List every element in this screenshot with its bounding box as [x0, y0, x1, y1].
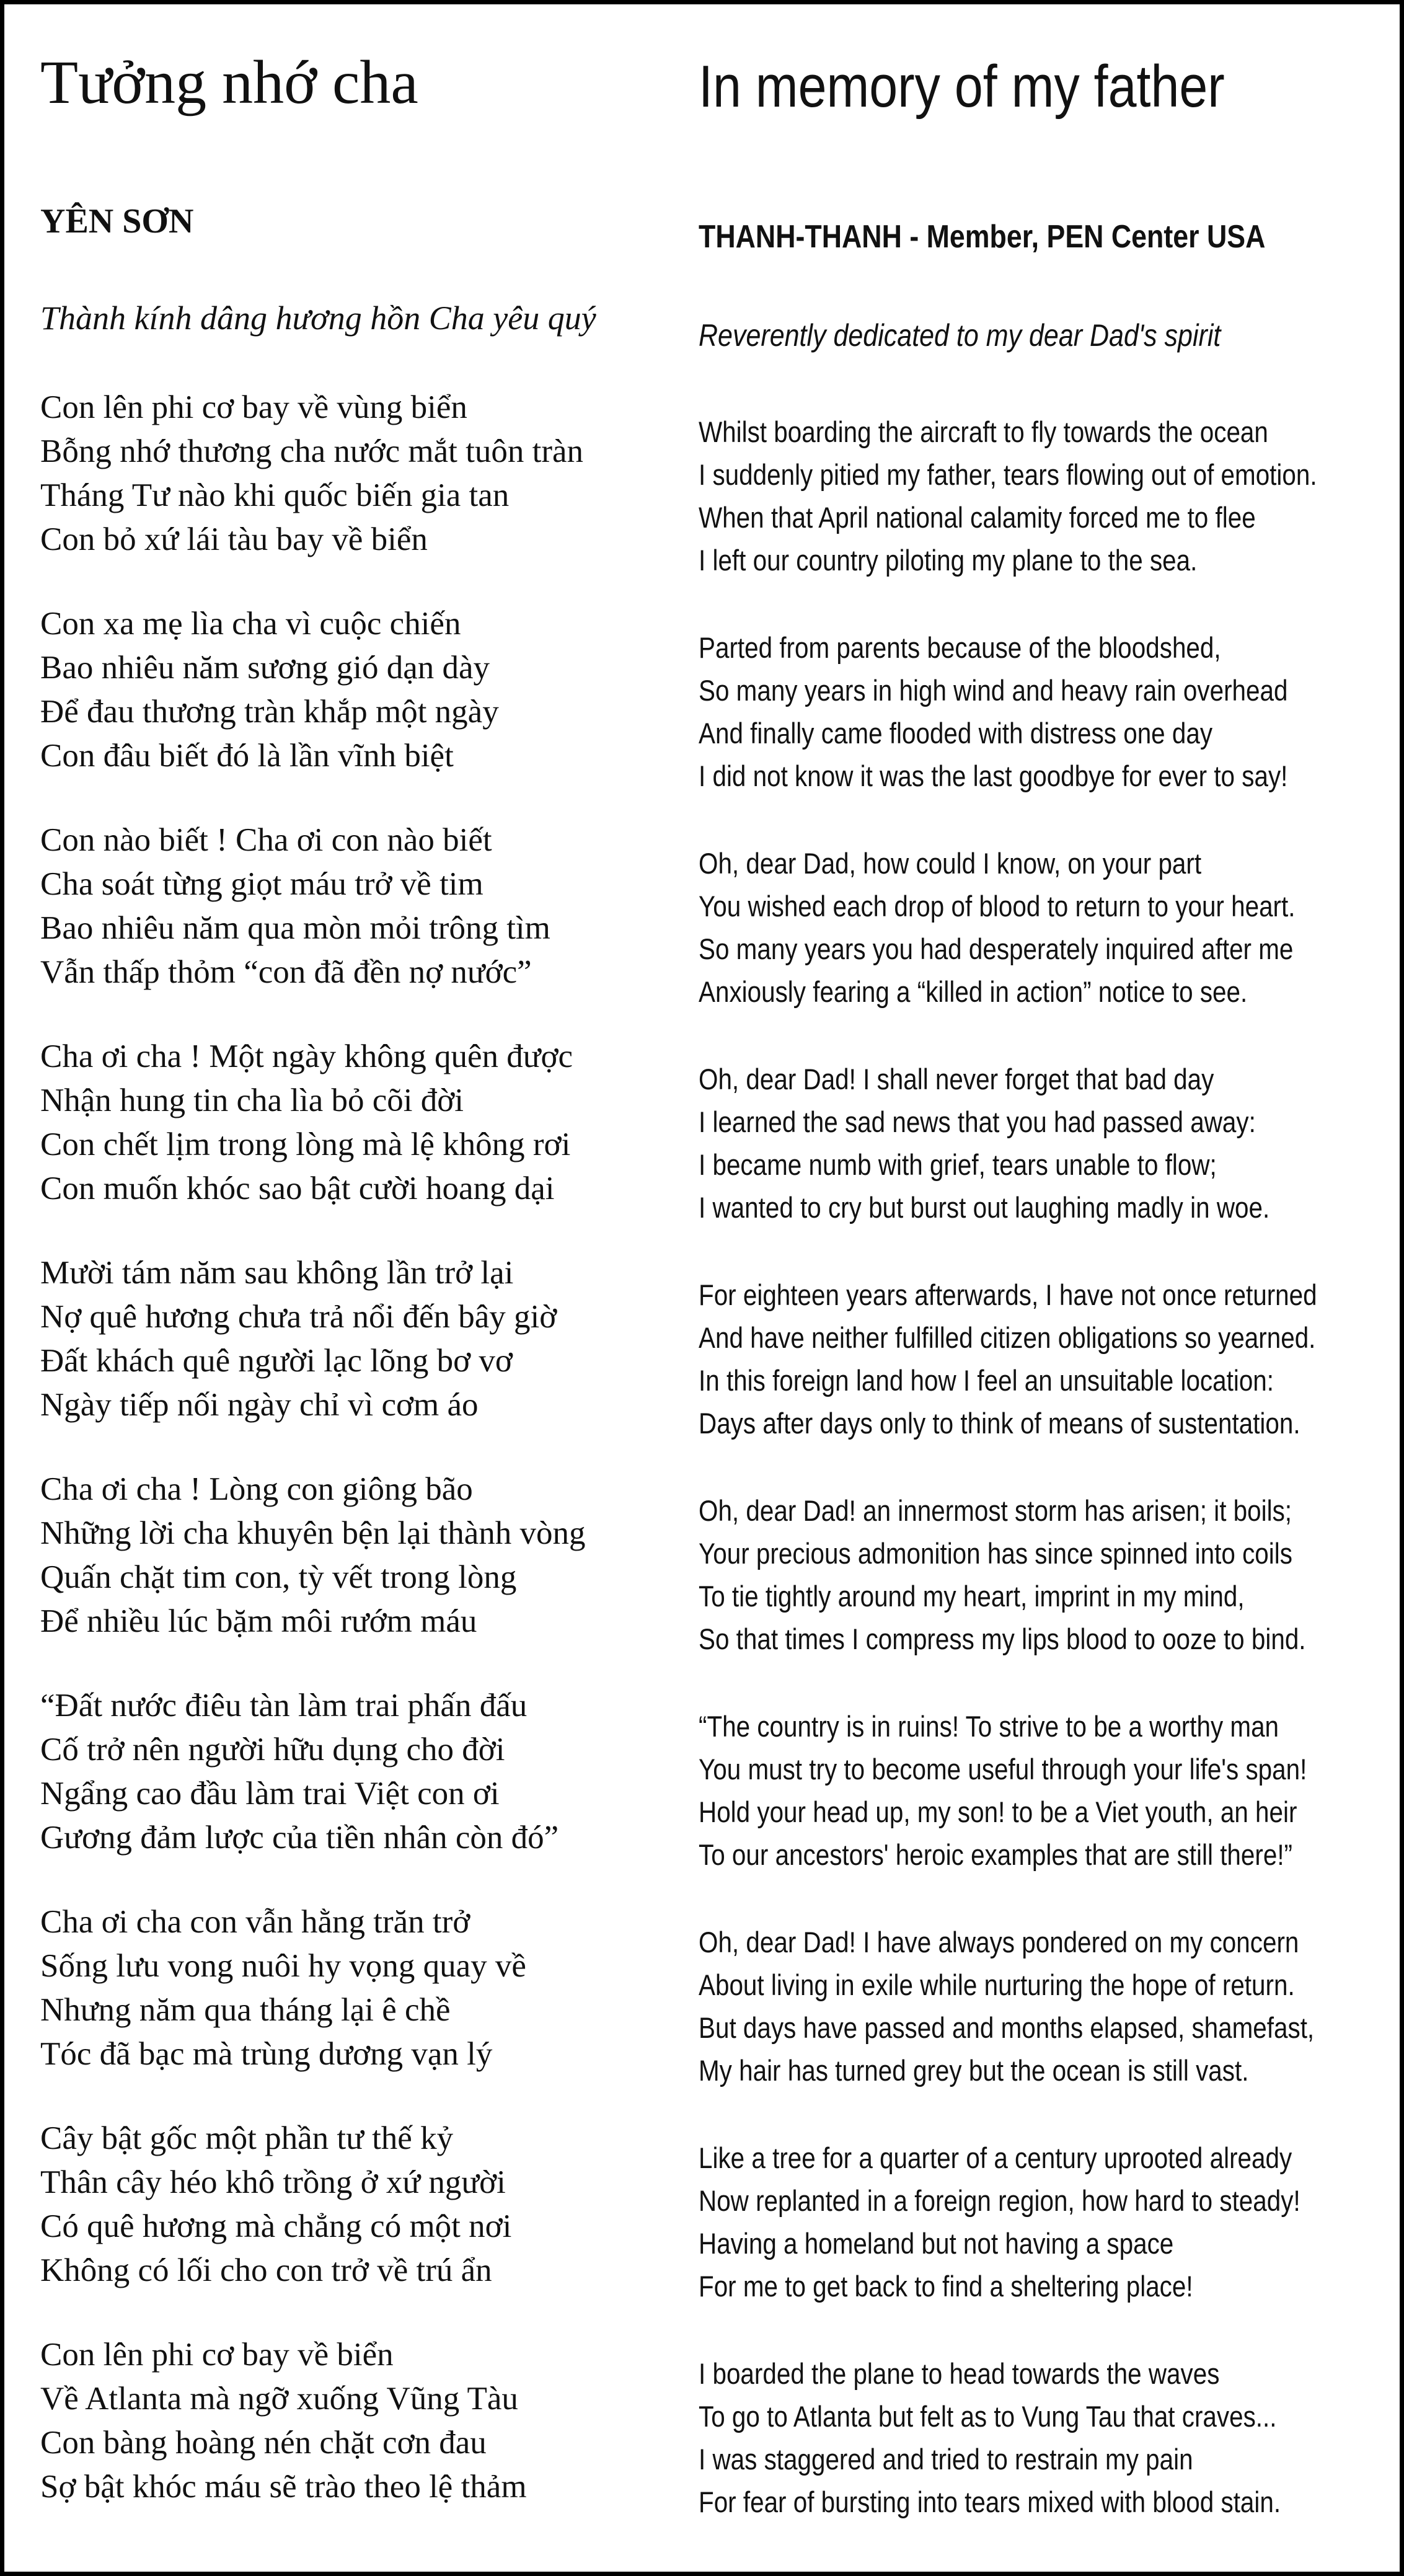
- poem-line: I left our country piloting my plane to the sea.: [699, 544, 1198, 577]
- stanza: [40, 2117, 648, 2293]
- poem-line: Mười tám năm sau không lần trở lại: [40, 1255, 514, 1291]
- poem-line: Con đâu biết đó là lần vĩnh biệt: [40, 738, 454, 774]
- english-title: In memory of my father: [699, 53, 1225, 120]
- poem-line: Oh, dear Dad, how could I know, on your part: [699, 847, 1202, 880]
- poem-line: When that April national calamity forced me to flee: [699, 501, 1256, 534]
- poem-line: For fear of bursting into tears mixed with blood stain.: [699, 2485, 1281, 2518]
- poem-line: Sống lưu vong nuôi hy vọng quay về: [40, 1948, 526, 1984]
- stanza: [40, 1467, 648, 1644]
- stanza: [699, 842, 1387, 1013]
- poem-line: “The country is in ruins! To strive to be a worthy man: [699, 1710, 1279, 1743]
- stanza: [699, 1705, 1387, 1876]
- poem-line: So that times I compress my lips blood to ooze to bind.: [699, 1622, 1306, 1655]
- poem-line: To our ancestors' heroic examples that are still there!”: [699, 1838, 1293, 1871]
- poem-line: I suddenly pitied my father, tears flowing out of emotion.: [699, 458, 1317, 491]
- poem-line: To go to Atlanta but felt as to Vung Tau that craves...: [699, 2400, 1277, 2433]
- vietnamese-stanzas: [40, 386, 648, 2509]
- poem-line: Oh, dear Dad! an innermost storm has arisen; it boils;: [699, 1494, 1292, 1527]
- poem-line: Bỗng nhớ thương cha nước mắt tuôn tràn: [40, 433, 584, 469]
- vietnamese-dedication: Thành kính dâng hương hồn Cha yêu quý: [40, 299, 596, 337]
- poem-line: Con bàng hoàng nén chặt cơn đau: [40, 2425, 487, 2461]
- poem-line: Thân cây héo khô trồng ở xứ người: [40, 2164, 506, 2200]
- poem-line: So many years you had desperately inquired after me: [699, 932, 1294, 965]
- stanza: [699, 2136, 1387, 2308]
- poem-line: But days have passed and months elapsed, shamefast,: [699, 2011, 1315, 2044]
- stanza: [40, 1251, 648, 1427]
- poem-line: Anxiously fearing a “killed in action” notice to see.: [699, 975, 1248, 1008]
- poem-line: Your precious admonition has since spinned into coils: [699, 1537, 1292, 1570]
- poem-line: Vẫn thấp thỏm “con đã đền nợ nước”: [40, 954, 532, 990]
- stanza: [40, 1035, 648, 1211]
- poem-line: Tháng Tư nào khi quốc biến gia tan: [40, 477, 510, 513]
- poem-line: Cố trở nên người hữu dụng cho đời: [40, 1732, 505, 1768]
- stanza: [699, 2352, 1387, 2523]
- poem-line: Về Atlanta mà ngỡ xuống Vũng Tàu: [40, 2381, 518, 2417]
- poem-line: Con lên phi cơ bay về vùng biển: [40, 389, 467, 425]
- vietnamese-author: YÊN SƠN: [40, 202, 194, 241]
- stanza: [40, 386, 648, 562]
- poem-line: I learned the sad news that you had passed away:: [699, 1105, 1256, 1138]
- english-author: THANH-THANH - Member, PEN Center USA: [699, 219, 1266, 255]
- poem-line: I boarded the plane to head towards the waves: [699, 2357, 1220, 2390]
- poem-line: Gương đảm lược của tiền nhân còn đó”: [40, 1820, 559, 1856]
- poem-line: Con xa mẹ lìa cha vì cuộc chiến: [40, 606, 461, 642]
- poem-line: You must try to become useful through your life's span!: [699, 1753, 1307, 1786]
- poem-line: Cha ơi cha ! Một ngày không quên được: [40, 1038, 573, 1074]
- poem-line: Những lời cha khuyên bện lại thành vòng: [40, 1515, 586, 1551]
- poem-line: Nhận hung tin cha lìa bỏ cõi đời: [40, 1082, 464, 1118]
- poem-line: And finally came flooded with distress one day: [699, 717, 1213, 750]
- poem-line: Để nhiều lúc bặm môi rướm máu: [40, 1603, 477, 1639]
- poem-line: “Đất nước điêu tàn làm trai phấn đấu: [40, 1688, 528, 1724]
- poem-line: Oh, dear Dad! I have always pondered on my concern: [699, 1926, 1299, 1959]
- poem-line: Nhưng năm qua tháng lại ê chề: [40, 1992, 451, 2028]
- poem-line: Cha ơi cha con vẫn hằng trăn trở: [40, 1904, 470, 1940]
- poem-line: For me to get back to find a sheltering place!: [699, 2270, 1193, 2303]
- poem-line: Bao nhiêu năm qua mòn mỏi trông tìm: [40, 910, 550, 946]
- poem-line: I did not know it was the last goodbye for ever to say!: [699, 759, 1288, 792]
- poem-line: Đất khách quê người lạc lõng bơ vơ: [40, 1343, 513, 1379]
- poem-line: Whilst boarding the aircraft to fly towards the ocean: [699, 415, 1268, 448]
- poem-line: Con muốn khóc sao bật cười hoang dại: [40, 1171, 555, 1206]
- stanza: [699, 1489, 1387, 1660]
- poem-line: Con nào biết ! Cha ơi con nào biết: [40, 822, 492, 858]
- poem-line: Con lên phi cơ bay về biển: [40, 2337, 394, 2373]
- stanza: [40, 2333, 648, 2509]
- poem-line: Oh, dear Dad! I shall never forget that bad day: [699, 1063, 1214, 1095]
- english-dedication: Reverently dedicated to my dear Dad's spirit: [699, 318, 1221, 353]
- poem-line: I was staggered and tried to restrain my pain: [699, 2443, 1193, 2476]
- poem-line: I became numb with grief, tears unable to flow;: [699, 1148, 1217, 1181]
- stanza: [699, 626, 1387, 797]
- stanza: [699, 410, 1387, 582]
- poem-line: Bao nhiêu năm sương gió dạn dày: [40, 650, 490, 686]
- stanza: [40, 818, 648, 994]
- poem-line: Cha ơi cha ! Lòng con giông bão: [40, 1471, 473, 1507]
- poem-line: Để đau thương tràn khắp một ngày: [40, 694, 499, 730]
- vietnamese-title: Tưởng nhớ cha: [40, 48, 418, 117]
- poem-line: I wanted to cry but burst out laughing madly in woe.: [699, 1191, 1270, 1224]
- poem-line: Hold your head up, my son! to be a Viet youth, an heir: [699, 1795, 1297, 1828]
- poem-line: Having a homeland but not having a space: [699, 2227, 1174, 2260]
- poem-line: To tie tightly around my heart, imprint in my mind,: [699, 1580, 1245, 1613]
- poem-line: And have neither fulfilled citizen obligations so yearned.: [699, 1321, 1316, 1354]
- poem-line: Không có lối cho con trở về trú ẩn: [40, 2252, 492, 2288]
- poem-line: My hair has turned grey but the ocean is still vast.: [699, 2054, 1249, 2087]
- poem-line: Nợ quê hương chưa trả nổi đến bây giờ: [40, 1299, 557, 1335]
- poem-line: For eighteen years afterwards, I have not once returned: [699, 1278, 1317, 1311]
- poem-line: Days after days only to think of means of sustentation.: [699, 1407, 1300, 1440]
- poem-line: Có quê hương mà chẳng có một nơi: [40, 2208, 512, 2244]
- poem-line: Now replanted in a foreign region, how hard to steady!: [699, 2184, 1300, 2217]
- stanza: [699, 1273, 1387, 1445]
- poem-line: In this foreign land how I feel an unsuitable location:: [699, 1364, 1274, 1397]
- poem-line: Quấn chặt tim con, tỳ vết trong lòng: [40, 1559, 517, 1595]
- poem-line: Con chết lịm trong lòng mà lệ không rơi: [40, 1126, 571, 1162]
- poem-line: Parted from parents because of the bloodshed,: [699, 631, 1221, 664]
- poem-line: Cây bật gốc một phần tư thế kỷ: [40, 2120, 454, 2156]
- poem-line: Ngày tiếp nối ngày chỉ vì cơm áo: [40, 1387, 479, 1423]
- stanza: [699, 1921, 1387, 2092]
- poem-line: Con bỏ xứ lái tàu bay về biển: [40, 521, 428, 557]
- stanza: [40, 602, 648, 778]
- stanza: [40, 1684, 648, 1860]
- poem-line: Cha soát từng giọt máu trở về tim: [40, 866, 483, 902]
- stanza: [699, 1058, 1387, 1229]
- poem-line: You wished each drop of blood to return to your heart.: [699, 890, 1296, 923]
- poem-line: Ngẩng cao đầu làm trai Việt con ơi: [40, 1776, 500, 1812]
- poem-line: Like a tree for a quarter of a century uprooted already: [699, 2141, 1292, 2174]
- poem-line: About living in exile while nurturing the hope of return.: [699, 1968, 1295, 2001]
- stanza: [40, 1900, 648, 2076]
- english-stanzas: [699, 410, 1387, 2523]
- poem-line: Sợ bật khóc máu sẽ trào theo lệ thảm: [40, 2469, 527, 2505]
- poem-line: Tóc đã bạc mà trùng dương vạn lý: [40, 2036, 493, 2072]
- poem-line: So many years in high wind and heavy rain overhead: [699, 674, 1288, 707]
